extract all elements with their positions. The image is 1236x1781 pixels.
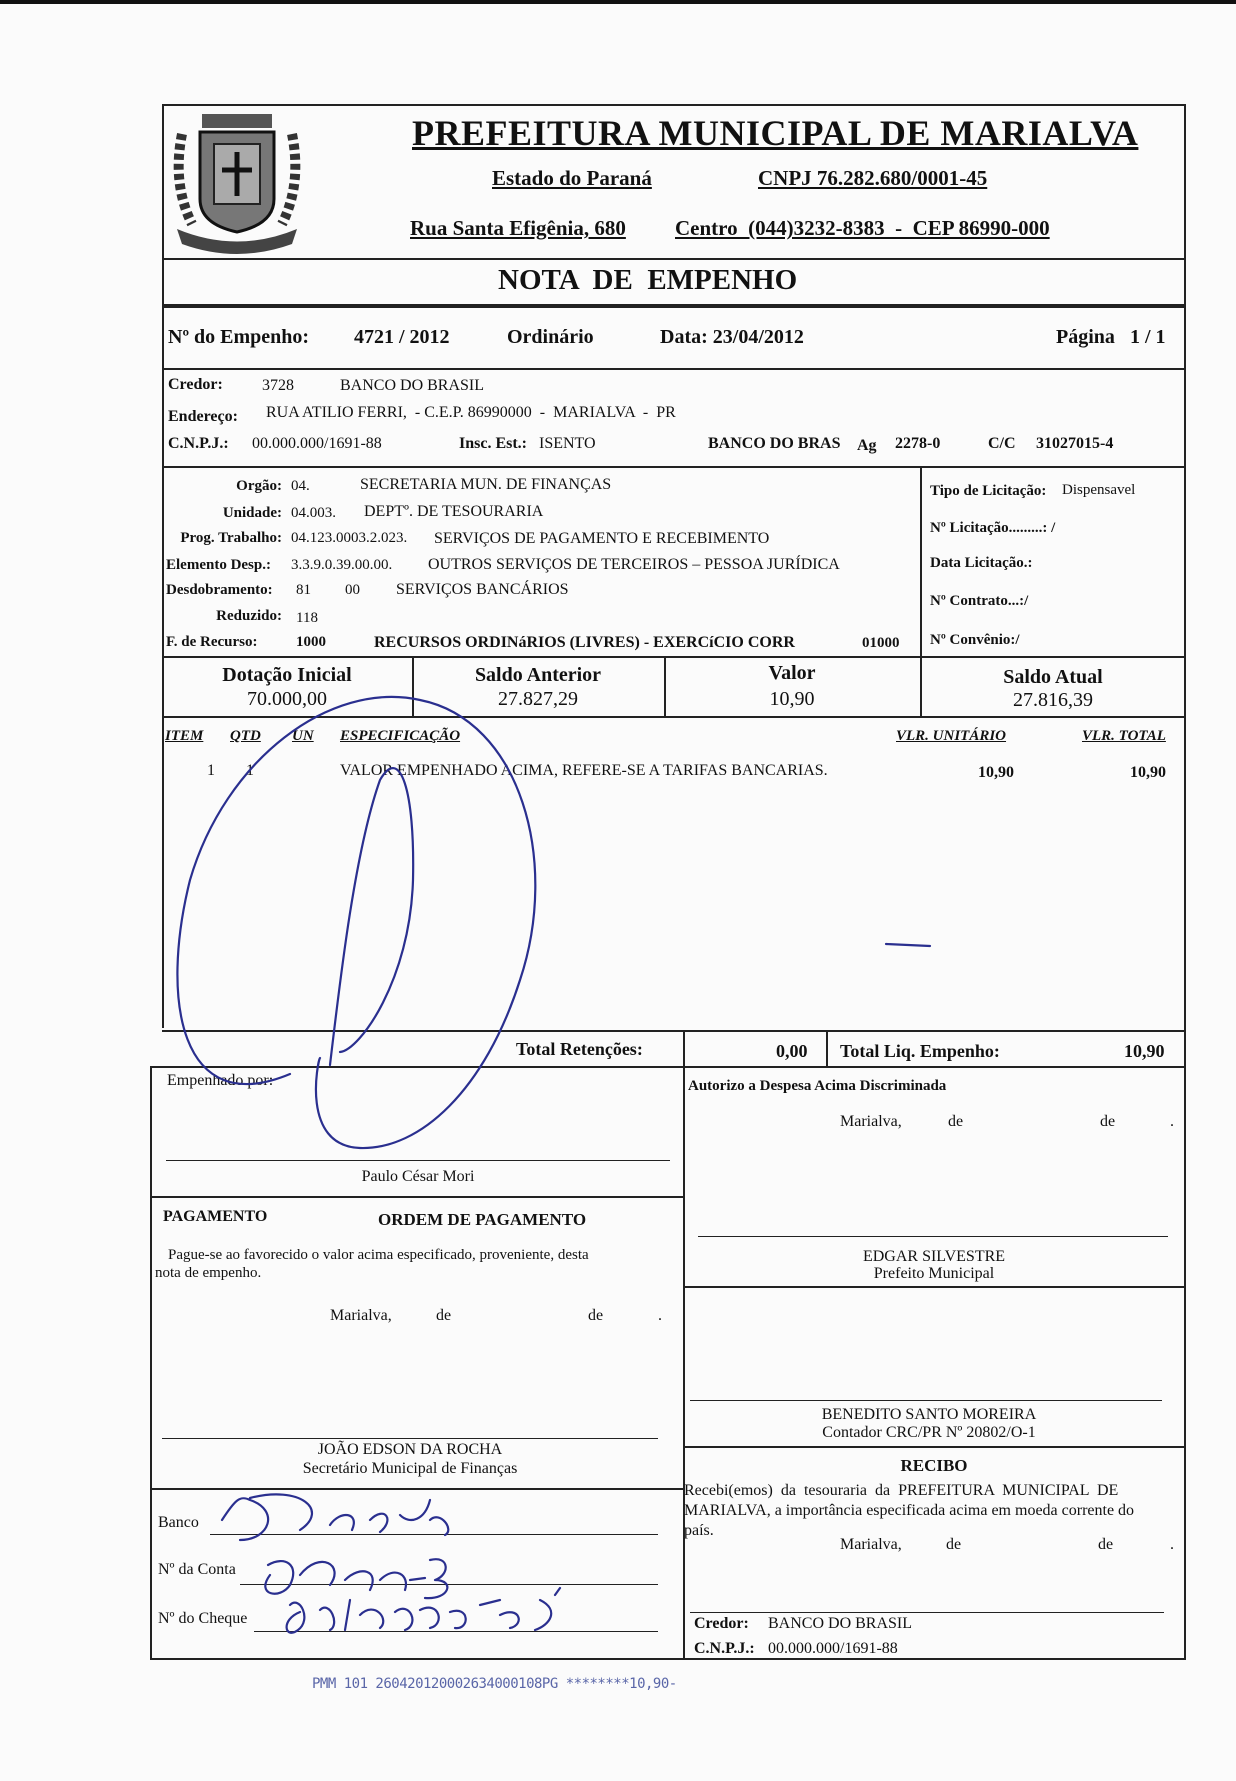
- row-spec: VALOR EMPENHADO ACIMA, REFERE-SE A TARIFAS BANCARIAS.: [340, 762, 828, 779]
- recibo-cnpj-label: C.N.P.J.:: [694, 1640, 755, 1657]
- recibo-de-2: de: [1098, 1536, 1114, 1553]
- autorizo-city: Marialva,: [840, 1113, 902, 1130]
- recibo-cnpj-value: 00.000.000/1691-88: [768, 1640, 898, 1657]
- empenho-number-label: Nº do Empenho:: [168, 326, 310, 348]
- recibo-credor-label: Credor:: [694, 1615, 749, 1632]
- desdobramento-label: Desdobramento:: [166, 582, 273, 598]
- pagamento-text-2: nota de empenho.: [155, 1265, 262, 1281]
- saldo-anterior-label: Saldo Anterior: [474, 664, 602, 686]
- spec-header: ESPECIFICAÇÃO: [340, 728, 461, 744]
- unidade-code: 04.003.: [291, 505, 336, 521]
- secretario-role: Secretário Municipal de Finanças: [302, 1460, 518, 1477]
- empenhado-name: Paulo César Mori: [361, 1168, 475, 1185]
- document-title: NOTA DE EMPENHO: [498, 264, 798, 296]
- pagamento-city: Marialva,: [330, 1307, 392, 1324]
- secretario-name: JOÃO EDSON DA ROCHA: [317, 1441, 503, 1458]
- unidade-label: Unidade:: [222, 505, 282, 521]
- desdobramento-name: SERVIÇOS BANCÁRIOS: [396, 581, 569, 598]
- pagamento-de-2: de: [588, 1307, 604, 1324]
- unidade-name: DEPTº. DE TESOURARIA: [364, 503, 544, 520]
- recibo-text-3: país.: [684, 1522, 714, 1539]
- unit-price-header: VLR. UNITÁRIO: [896, 728, 1007, 744]
- agency-label: Ag: [857, 437, 877, 454]
- recibo-city: Marialva,: [840, 1536, 902, 1553]
- recurso-label: F. de Recurso:: [166, 634, 258, 650]
- recurso-code: 1000: [296, 634, 326, 650]
- prog-code: 04.123.0003.2.023.: [291, 530, 408, 546]
- insc-value: ISENTO: [539, 435, 596, 452]
- credor-name: BANCO DO BRASIL: [340, 377, 485, 394]
- elemento-label: Elemento Desp.:: [166, 557, 271, 573]
- item-header: ITEM: [165, 728, 204, 744]
- address-label: Endereço:: [168, 408, 238, 425]
- tipo-licitacao-value: Dispensavel: [1062, 482, 1136, 498]
- recibo-text-1: Recebi(emos) da tesouraria da PREFEITURA MUNICIPAL DE: [684, 1482, 1119, 1499]
- credor-address: RUA ATILIO FERRI, - C.E.P. 86990000 - MARIALVA - PR: [266, 404, 676, 421]
- empenhado-label: Empenhado por:: [167, 1072, 274, 1089]
- page-label: Página: [1056, 326, 1115, 348]
- recibo-period: .: [1170, 1536, 1174, 1553]
- autorizo-de-2: de: [1100, 1113, 1116, 1130]
- total-liquido-value: 10,90: [1124, 1041, 1165, 1061]
- desdobramento-code1: 81: [296, 582, 311, 598]
- pagamento-de-1: de: [436, 1307, 452, 1324]
- qtd-header: QTD: [230, 728, 261, 744]
- bank-name: BANCO DO BRAS: [708, 435, 841, 452]
- page-number: 1 / 1: [1130, 326, 1166, 348]
- account-value: 31027015-4: [1036, 435, 1114, 452]
- licitacao-date: Data Licitação.:: [930, 555, 1033, 571]
- row-total-price: 10,90: [1130, 764, 1166, 781]
- saldo-atual-value: 27.816,39: [1013, 689, 1093, 711]
- un-header: UN: [292, 728, 314, 744]
- autorizo-period: .: [1170, 1113, 1174, 1130]
- pagamento-text-1: Pague-se ao favorecido o valor acima especificado, proveniente, desta: [168, 1247, 589, 1263]
- recibo-title: RECIBO: [900, 1456, 968, 1475]
- autorizo-label: Autorizo a Despesa Acima Discriminada: [688, 1078, 947, 1094]
- convenio-number: Nº Convênio:/: [930, 632, 1020, 648]
- contador-role: Contador CRC/PR Nº 20802/O-1: [822, 1424, 1036, 1441]
- city-address: Rua Santa Efigênia, 680: [410, 216, 626, 240]
- recurso-name: RECURSOS ORDINáRIOS (LIVRES) - EXERCíCIO CORR: [374, 634, 795, 651]
- saldo-anterior-value: 27.827,29: [498, 688, 578, 710]
- empenho-type: Ordinário: [507, 326, 594, 348]
- dotacao-label: Dotação Inicial: [222, 664, 352, 686]
- row-unit-price: 10,90: [978, 764, 1014, 781]
- account-label: C/C: [988, 435, 1016, 452]
- row-qtd: 1: [246, 762, 254, 779]
- city-contact: Centro (044)3232-8383 - CEP 86990-000: [675, 216, 1050, 240]
- reduzido-label: Reduzido:: [216, 608, 282, 624]
- dotacao-value: 70.000,00: [247, 688, 327, 710]
- state-name: Estado do Paraná: [492, 166, 652, 190]
- page-title: PREFEITURA MUNICIPAL DE MARIALVA: [412, 113, 1139, 153]
- recibo-text-2: MARIALVA, a importância especificada acima em moeda corrente do: [684, 1502, 1135, 1519]
- prog-name: SERVIÇOS DE PAGAMENTO E RECEBIMENTO: [434, 530, 770, 547]
- total-liquido-label: Total Liq. Empenho:: [840, 1041, 1000, 1061]
- valor-label: Valor: [768, 662, 816, 684]
- elemento-code: 3.3.9.0.39.00.00.: [291, 557, 393, 573]
- empenho-date: Data: 23/04/2012: [660, 326, 804, 348]
- prog-label: Prog. Trabalho:: [180, 530, 282, 546]
- elemento-name: OUTROS SERVIÇOS DE TERCEIROS – PESSOA JURÍDICA: [428, 556, 840, 573]
- cnpj-label: C.N.P.J.:: [168, 435, 229, 452]
- recurso-code2: 01000: [862, 635, 900, 651]
- desdobramento-code2: 00: [345, 582, 360, 598]
- row-item: 1: [207, 762, 215, 779]
- tipo-licitacao-label: Tipo de Licitação:: [930, 483, 1047, 499]
- total-price-header: VLR. TOTAL: [1082, 728, 1166, 744]
- pagamento-period: .: [658, 1307, 662, 1324]
- contador-name: BENEDITO SANTO MOREIRA: [821, 1406, 1037, 1423]
- ordem-pagamento-title: ORDEM DE PAGAMENTO: [378, 1210, 587, 1229]
- autorizo-de-1: de: [948, 1113, 964, 1130]
- valor-value: 10,90: [769, 688, 815, 710]
- insc-label: Insc. Est.:: [459, 435, 528, 452]
- saldo-atual-label: Saldo Atual: [1003, 666, 1103, 688]
- licitacao-number: Nº Licitação.........: /: [930, 520, 1056, 536]
- empenho-number: 4721 / 2012: [354, 326, 450, 348]
- credor-cnpj: 00.000.000/1691-88: [252, 435, 382, 452]
- cheque-label: Nº do Cheque: [158, 1610, 248, 1627]
- city-cnpj: CNPJ 76.282.680/0001-45: [758, 166, 988, 190]
- pagamento-label: PAGAMENTO: [163, 1208, 268, 1225]
- credor-label: Credor:: [168, 376, 223, 393]
- footer-code: PMM 101 260420120002634000108PG ********10,90-: [312, 1676, 677, 1692]
- recibo-de-1: de: [946, 1536, 962, 1553]
- prefeito-name: EDGAR SILVESTRE: [862, 1248, 1006, 1265]
- retencoes-label: Total Retenções:: [516, 1039, 643, 1059]
- banco-label: Banco: [158, 1514, 199, 1531]
- conta-label: Nº da Conta: [158, 1561, 236, 1578]
- prefeito-role: Prefeito Municipal: [873, 1265, 995, 1282]
- orgao-code: 04.: [291, 478, 310, 494]
- orgao-label: Orgão:: [236, 478, 282, 494]
- retencoes-value: 0,00: [776, 1041, 808, 1061]
- agency-value: 2278-0: [895, 435, 941, 452]
- credor-code: 3728: [262, 377, 294, 394]
- orgao-name: SECRETARIA MUN. DE FINANÇAS: [360, 476, 612, 493]
- contrato-number: Nº Contrato...:/: [930, 593, 1029, 609]
- recibo-credor-value: BANCO DO BRASIL: [768, 1615, 913, 1632]
- reduzido-value: 118: [296, 610, 318, 626]
